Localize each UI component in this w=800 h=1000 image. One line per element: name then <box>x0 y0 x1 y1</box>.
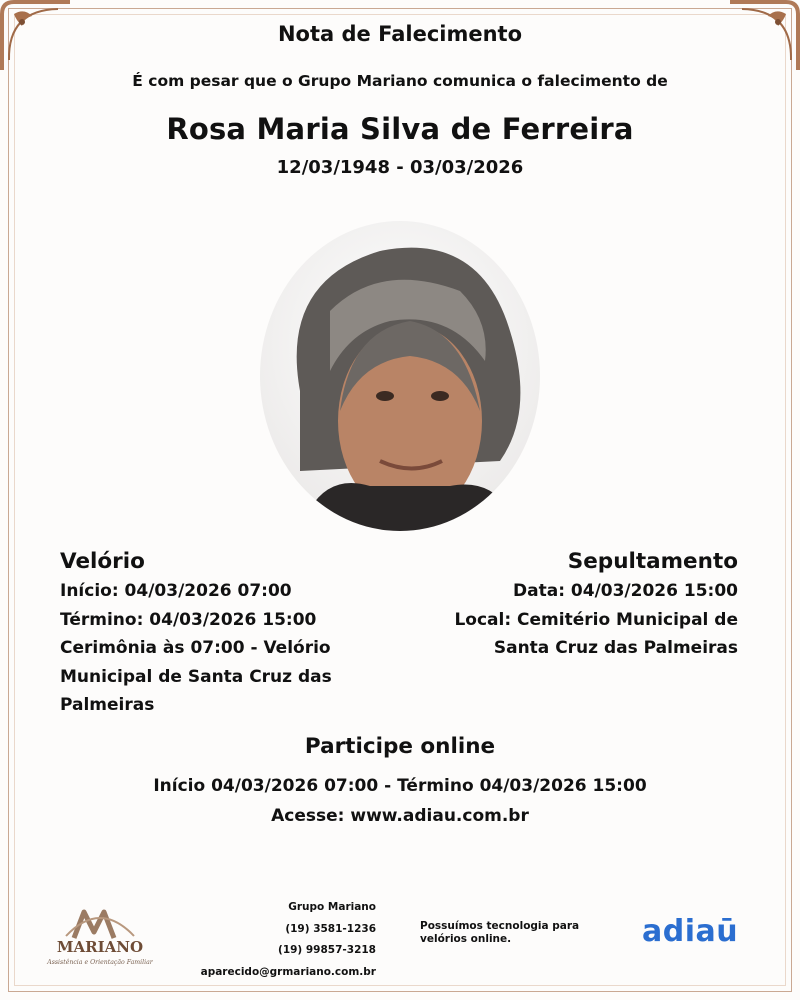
sepultamento-section <box>398 547 738 663</box>
life-dates: 12/03/1948 - 03/03/2026 <box>276 157 524 178</box>
deceased-name: Rosa Maria Silva de Ferreira <box>166 112 634 146</box>
logo-tagline: Assistência e Orientação Familiar <box>47 959 153 966</box>
velorio-start: Início: 04/03/2026 07:00 <box>60 581 292 601</box>
sepultamento-date: Data: 04/03/2026 15:00 <box>513 581 738 601</box>
velorio-heading: Velório <box>60 549 145 574</box>
online-times: Início 04/03/2026 07:00 - Término 04/03/2026 15:00 <box>153 776 647 796</box>
phone-1[interactable]: (19) 3581-1236 <box>285 922 376 935</box>
email-link[interactable]: aparecido@grmariano.com.br <box>200 965 376 978</box>
velorio-section <box>60 547 360 720</box>
sepultamento-location-line: Local: Cemitério Municipal de <box>454 609 738 630</box>
velorio-ceremony-line: Municipal de Santa Cruz das <box>60 666 332 687</box>
online-heading: Participe online <box>304 734 496 759</box>
deceased-photo <box>260 221 540 531</box>
sepultamento-heading: Sepultamento <box>567 549 738 574</box>
notice-subtitle: É com pesar que o Grupo Mariano comunica o falecimento de <box>132 72 668 90</box>
velorio-ceremony-line: Cerimônia às 07:00 - Velório <box>60 638 331 658</box>
sepultamento-location-line: Santa Cruz das Palmeiras <box>493 638 738 658</box>
logo-text: MARIANO <box>56 938 144 956</box>
mariano-logo-icon <box>44 906 156 968</box>
adiau-logo[interactable] <box>642 914 738 949</box>
tech-notice: Possuímos tecnologia para velórios online. <box>420 920 580 945</box>
contact-block <box>170 897 376 983</box>
phone-2[interactable]: (19) 99857-3218 <box>278 944 376 956</box>
notice-title: Nota de Falecimento <box>277 22 523 46</box>
velorio-ceremony-line: Palmeiras <box>60 695 155 715</box>
company-name: Grupo Mariano <box>288 901 376 913</box>
velorio-end: Término: 04/03/2026 15:00 <box>60 609 317 630</box>
adiau-logo-text: adiaū <box>642 914 739 949</box>
online-link[interactable]: Acesse: www.adiau.com.br <box>271 806 529 826</box>
